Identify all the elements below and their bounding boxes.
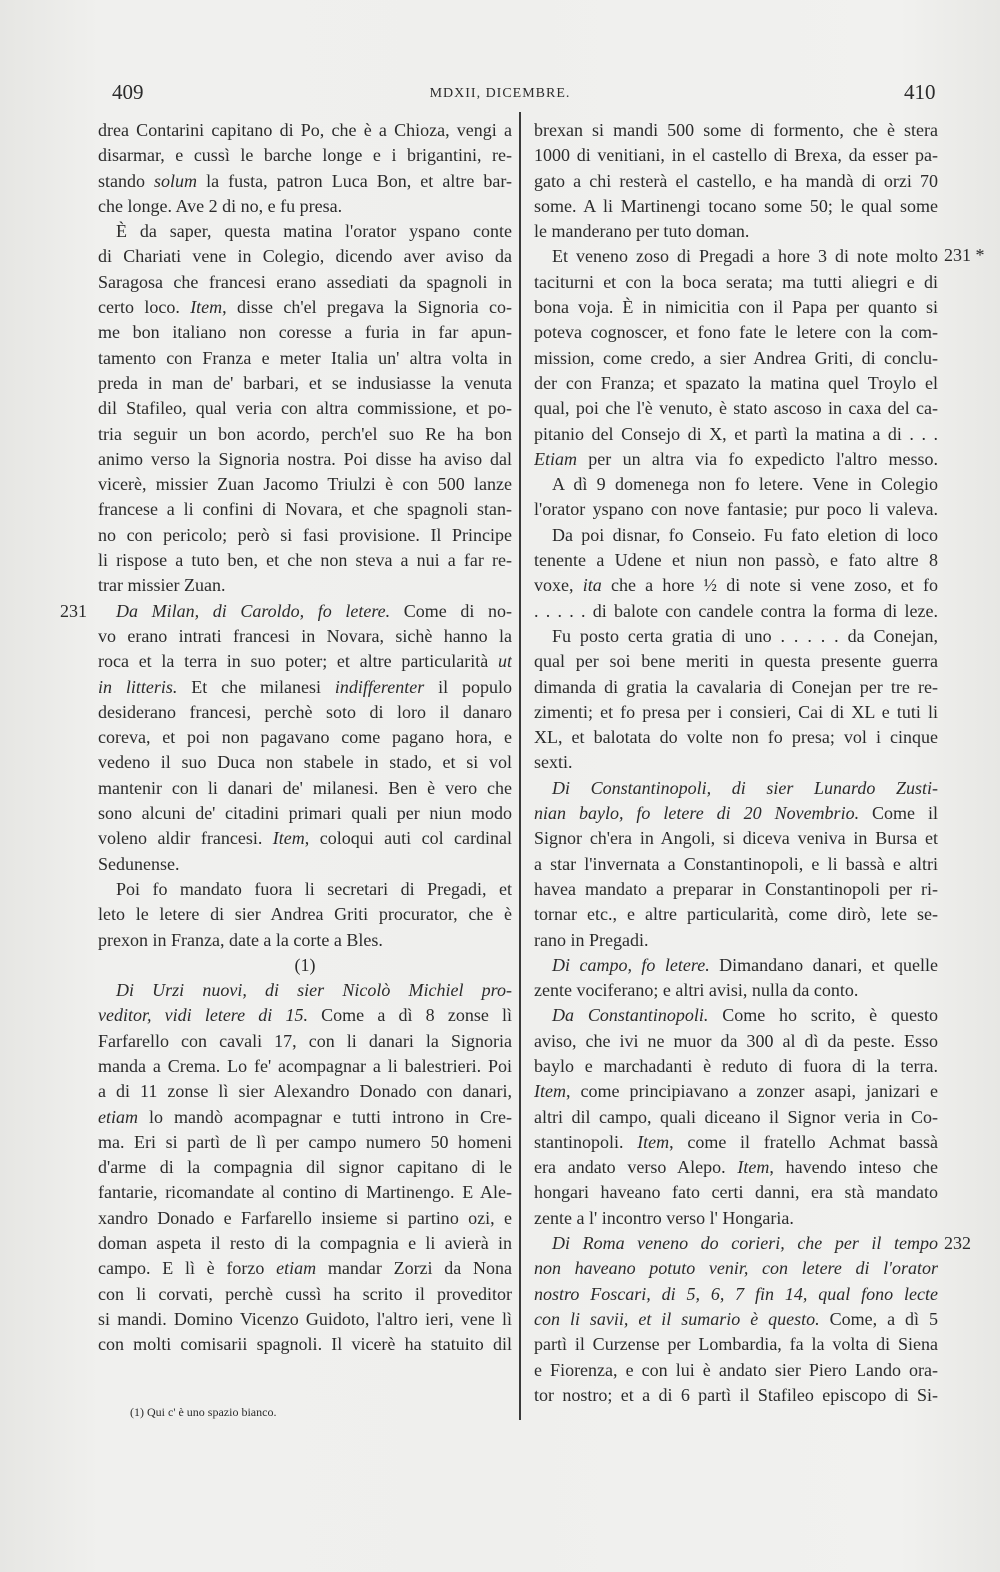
text-line: roca et la terra in suo poter; et altre particularità ut xyxy=(98,651,512,672)
text-line: manda a Crema. Lo fe' acompagnar a li balestrieri. Poi xyxy=(98,1055,512,1076)
text-line: di Chariati vene in Colegio, dicendo aver aviso da xyxy=(98,246,512,267)
text-line: voleno aldir francesi. Item, coloqui auti col cardinal xyxy=(98,828,512,849)
text-line: con li corvati, perchè cussì ha scrito il proveditor xyxy=(98,1283,512,1304)
running-title: MDXII, DICEMBRE. xyxy=(429,86,571,101)
text-line: tamento con Franza e meter Italia un' altra volta in xyxy=(98,347,512,368)
text-line: tornar etc., e altre particularità, come dirò, lete se- xyxy=(534,904,938,925)
text-line: tor nostro; et a di 6 partì il Stafileo episcopo di Si- xyxy=(534,1384,938,1405)
text-line: doman aspeta il resto di la compagnia e li avierà in xyxy=(98,1233,512,1254)
text-line: mantenir con li danari de' milanesi. Ben è vero che xyxy=(98,777,512,798)
text-line: mission, come credo, a sier Andrea Griti, di conclu- xyxy=(534,347,938,368)
text-line: XL, et balotata do volte non fo presa; vol i cinque xyxy=(534,727,938,748)
text-line: drea Contarini capitano di Po, che è a Chioza, vengi a xyxy=(98,120,512,140)
text-line: brexan si mandi 500 some di formento, che è stera xyxy=(534,120,938,140)
text-line: fantarie, ricomandate al contino di Martinengo. E Ale- xyxy=(98,1182,512,1203)
text-line: si mandi. Domino Vicenzo Guidoto, l'altro ieri, vene lì xyxy=(98,1308,512,1329)
text-line: Da Milan, di Caroldo, fo letere. Come di no- xyxy=(116,600,512,621)
text-line: Fu posto certa gratia di uno . . . . . da Conejan, xyxy=(534,625,938,646)
text-line: vo erano intrati francesi in Novara, sichè hanno la xyxy=(98,625,512,646)
footnote: (1) Qui c' è uno spazio bianco. xyxy=(130,1405,277,1419)
text-line: (1) xyxy=(294,954,316,975)
text-line: Sedunense. xyxy=(98,853,180,874)
text-line: ma. Eri si partì de lì per campo numero 50 homeni xyxy=(98,1131,512,1152)
text-line: Saragosa che francesi erano assediati da spagnoli in xyxy=(98,271,512,292)
text-line: me bon italiano non coresse a furia in far apun- xyxy=(98,322,512,343)
text-line: con molti comisarii spagnoli. Il vicerè ha statuito dil xyxy=(98,1334,512,1355)
text-line: Di Roma veneno do corieri, che per il tempo xyxy=(552,1233,938,1254)
left-text-column xyxy=(98,118,512,1358)
text-line: certo loco. Item, disse ch'el pregava la Signoria co- xyxy=(98,297,512,318)
text-line: A dì 9 domenega non fo letere. Vene in Colegio xyxy=(534,474,938,495)
text-line: baylo e marchadanti è reduto di fuora di la terra. xyxy=(534,1055,938,1076)
text-line: tenente a Udene et niun non passò, e fato altre 8 xyxy=(534,550,938,571)
text-line: . . . . . di balote con candele contra la forma di leze. xyxy=(534,600,938,621)
text-line: coreva, et poi non pagavano come pagano hora, e xyxy=(98,727,512,748)
text-line: gato a chi resterà el castello, e ha mandà di orzi 70 xyxy=(534,170,938,191)
text-line: 1000 di venitiani, in el castello di Brexa, da esser pa- xyxy=(534,145,938,166)
text-line: animo verso la Signoria nostra. Poi disse ha aviso dal xyxy=(98,448,512,469)
text-line: altri dil campo, quali diceano il Signor veria in Co- xyxy=(534,1106,938,1127)
text-line: campo. E lì è forzo etiam mandar Zorzi da Nona xyxy=(98,1258,512,1279)
text-line: aviso, che ivi ne muor da 300 al dì da peste. Esso xyxy=(534,1030,938,1051)
text-line: Da Constantinopoli. Come ho scrito, è questo xyxy=(552,1005,938,1026)
text-line: Da poi disnar, fo Conseio. Fu fato eletion di loco xyxy=(534,524,938,545)
text-line: xandro Donado e Farfarello insieme si partino ozi, e xyxy=(98,1207,512,1228)
text-line: partì il Curzense per Lombardia, fa la volta di Siena xyxy=(534,1334,938,1355)
text-line: disarmar, e cussì le barche longe e i brigantini, re- xyxy=(98,145,512,166)
text-line: zimenti; et fo presa per i consieri, Cai di XL e tuti li xyxy=(534,701,938,722)
margin-note-right-231: 231 * xyxy=(944,245,985,265)
text-line: vicerè, missier Zuan Jacomo Triulzi è con 500 lanze xyxy=(98,474,512,495)
text-line: nian baylo, fo letere di 20 Novembrio. Come il xyxy=(534,803,938,824)
text-line: e Fiorenza, e con lui è andato sier Piero Lando ora- xyxy=(534,1359,938,1380)
text-line: a di 11 zonse lì sier Alexandro Donado con danari, xyxy=(98,1081,512,1102)
text-line: prexon in Franza, date a la corte a Bles. xyxy=(98,929,383,950)
text-line: taciturni et con la boca serata; ma tutti aliegri e di xyxy=(534,271,938,292)
text-line: d'arme di la compagnia dil signor capitano di le xyxy=(98,1157,512,1178)
text-line: li rispose a tuto ben, et che non steva a nui a far re- xyxy=(98,550,512,571)
text-line: Di Urzi nuovi, di sier Nicolò Michiel pro- xyxy=(116,980,512,1001)
text-line: no con pericolo; però si fasi provisione. Il Principe xyxy=(98,524,512,545)
text-line: der con Franza; et spazato la matina quel Troylo el xyxy=(534,372,938,393)
text-line: tria seguir un bon acordo, perch'el suo Re ha bon xyxy=(98,423,512,444)
text-line: in litteris. Et che milanesi indifferenter il populo xyxy=(98,676,512,697)
text-line: È da saper, questa matina l'orator yspano conte xyxy=(98,221,512,242)
text-line: stando solum la fusta, patron Luca Bon, et altre bar- xyxy=(98,170,512,191)
text-line: sexti. xyxy=(534,752,573,773)
text-line: zente a l' incontro verso l' Hongaria. xyxy=(534,1207,794,1228)
text-line: Et veneno zoso di Pregadi a hore 3 di note molto xyxy=(534,246,938,267)
margin-note-left: 231 xyxy=(60,601,87,621)
text-line: etiam lo mandò acompagnar e tutti introno in Cre- xyxy=(98,1106,512,1127)
text-line: voxe, ita che a hore ½ di note si vene zoso, et fo xyxy=(534,575,938,596)
text-line: era andato verso Alepo. Item, havendo inteso che xyxy=(534,1157,938,1178)
text-line: francese a li confini di Novara, et che spagnoli stan- xyxy=(98,499,512,520)
text-line: rano in Pregadi. xyxy=(534,929,649,950)
text-line: con li savii, et il sumario è questo. Come, a dì 5 xyxy=(534,1308,938,1329)
text-line: Etiam per un altra via fo expedicto l'altro messo. xyxy=(534,448,938,469)
text-line: qual per soi bene meriti in questa presente guerra xyxy=(534,651,938,672)
text-line: havea mandato a preparar in Constantinopoli per ri- xyxy=(534,878,938,899)
text-line: Item, come principiavano a zonzer asapi, janizari e xyxy=(534,1081,938,1102)
text-line: Di Constantinopoli, di sier Lunardo Zusti- xyxy=(552,777,938,798)
column-divider xyxy=(519,112,521,1420)
text-line: some. A li Martinengi tocano some 50; le qual some xyxy=(534,195,938,216)
left-page-number: 409 xyxy=(112,80,144,104)
text-line: Di campo, fo letere. Dimandano danari, et quelle xyxy=(552,954,938,975)
right-text-column xyxy=(534,118,938,1408)
text-line: non haveano potuto venir, con letere di l'orator xyxy=(534,1258,938,1279)
text-line: stantinopoli. Item, come il fratello Achmat bassà xyxy=(534,1131,938,1152)
text-line: bona voja. È in nimicitia con il Papa per quanto si xyxy=(534,297,938,318)
text-line: Farfarello con cavali 17, con li danari la Signoria xyxy=(98,1030,512,1051)
text-line: leto le letere di sier Andrea Griti procurator, che è xyxy=(98,904,512,925)
text-line: qual, poi che l'è venuto, è stato ascoso in caxa del ca- xyxy=(534,398,938,419)
text-line: Signor ch'era in Angoli, si diceva veniva in Bursa et xyxy=(534,828,938,849)
text-line: desiderano francesi, perchè soto di loro il danaro xyxy=(98,701,512,722)
text-line: l'orator yspano con nove fantasie; pur poco li valeva. xyxy=(534,499,938,520)
text-line: trar missier Zuan. xyxy=(98,575,226,596)
text-line: veditor, vidi letere di 15. Come a dì 8 zonse lì xyxy=(98,1005,512,1026)
text-line: poteva cognoscer, et fono fate le letere con la com- xyxy=(534,322,938,343)
text-line: pitanio del Consejo di X, et partì la matina a di . . . xyxy=(534,423,938,444)
text-line: preda in man de' barbari, et se indusiasse la venuta xyxy=(98,372,512,393)
text-line: le manderano per tuto doman. xyxy=(534,221,750,242)
text-line: a star l'invernata a Constantinopoli, e li bassà e altri xyxy=(534,853,938,874)
text-line: sono alcuni de' citadini primari quali per niun modo xyxy=(98,803,512,824)
text-line: dimanda di gratia la cavalaria di Conejan per tre re- xyxy=(534,676,938,697)
text-line: nostro Foscari, di 5, 6, 7 fin 14, qual fono lecte xyxy=(534,1283,938,1304)
text-line: vedeno il suo Duca non stabele in stado, et si vol xyxy=(98,752,512,773)
text-line: Poi fo mandato fuora li secretari di Pregadi, et xyxy=(98,878,512,899)
text-line: hongari haveano fato certi danni, era stà mandato xyxy=(534,1182,938,1203)
text-line: dil Stafileo, qual veria con altra commissione, et po- xyxy=(98,398,512,419)
text-line: zente vociferano; e altri avisi, nulla da conto. xyxy=(534,980,859,1001)
margin-note-right-232: 232 xyxy=(944,1233,971,1253)
right-page-number: 410 xyxy=(904,80,936,104)
text-line: che longe. Ave 2 di no, e fu presa. xyxy=(98,195,343,216)
